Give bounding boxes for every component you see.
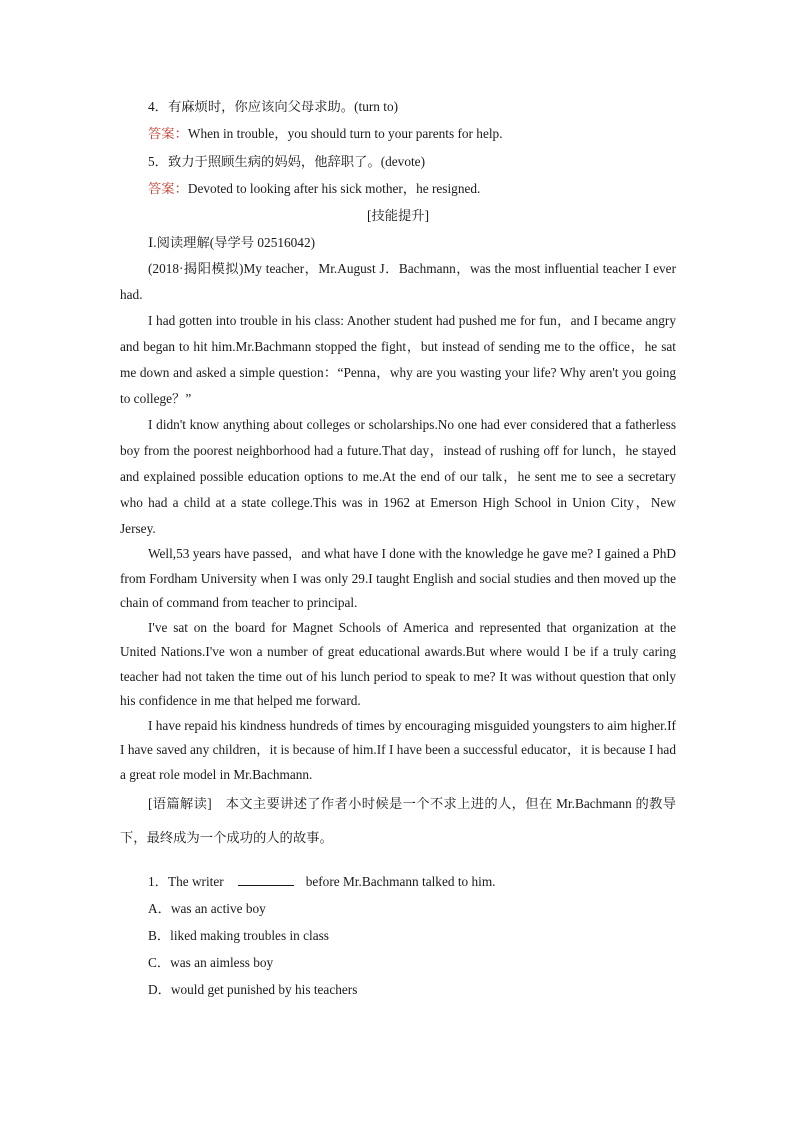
option-c[interactable]: C．was an aimless boy [148, 955, 274, 970]
option-d[interactable]: D．would get punished by his teachers [148, 982, 358, 997]
answer-blank[interactable] [238, 873, 294, 886]
analysis-text: [语篇解读] 本文主要讲述了作者小时候是一个不求上进的人，但在 Mr.Bachmann 的教导下，最终成为一个成功的人的故事。 [120, 796, 676, 845]
passage-paragraph: Well,53 years have passed，and what have I done with the knowledge he gave me? I gained a PhD from Fordham University when I was only 29.I taught English and social studies and then moved up the chain of command from teacher to principal. [120, 546, 676, 610]
option-b[interactable]: B．liked making troubles in class [148, 928, 329, 943]
question-1-stem: 1．The writer before Mr.Bachmann talked to him. [148, 874, 496, 889]
question-5-prompt: 5．致力于照顾生病的妈妈，他辞职了。(devote) [148, 154, 426, 169]
passage-paragraph: I have repaid his kindness hundreds of times by encouraging misguided youngsters to aim higher.If I have saved any children，it is because of him.If I have been a successful educator，it is because I had a great role model in Mr.Bachmann. [120, 717, 676, 782]
passage-paragraph: (2018·揭阳模拟)My teacher，Mr.August J．Bachmann，was the most influential teacher I ever had. [120, 261, 676, 302]
question-4-prompt: 4．有麻烦时，你应该向父母求助。(turn to) [148, 99, 399, 114]
question-4-answer: 答案：When in trouble，you should turn to your parents for help. [148, 126, 503, 141]
passage-paragraph: I've sat on the board for Magnet Schools of America and represented that organization at the United Nations.I've won a number of great educational awards.But where would I be if a truly caring teacher had not taken the time out of his lunch period to speak to me? It was without question that only his confidence in me that helped me forward. [120, 619, 676, 708]
section-title: [技能提升] [366, 208, 430, 223]
passage-paragraph: I didn't know anything about colleges or scholarships.No one had ever considered that a fatherless boy from the poorest neighborhood had a future.That day，instead of rushing off for lunch，he stayed and explained possible education options to me.At the end of our talk，he sent me to see a secretary who had a child at a state college.This was in 1962 at Emerson High School in Union City，New Jersey. [120, 417, 676, 536]
passage-paragraph: I had gotten into trouble in his class: Another student had pushed me for fun，and I became angry and began to hit him.Mr.Bachmann stopped the fight，but instead of sending me to the office，he sat me down and asked a simple question：“Penna，why are you wasting your life? Why aren't you going to college？” [120, 313, 676, 406]
reading-header: Ⅰ.阅读理解(导学号 02516042) [148, 235, 316, 250]
option-a[interactable]: A．was an active boy [148, 901, 266, 916]
reading-passage [120, 256, 676, 855]
question-5-answer: 答案：Devoted to looking after his sick mother，he resigned. [148, 181, 481, 196]
